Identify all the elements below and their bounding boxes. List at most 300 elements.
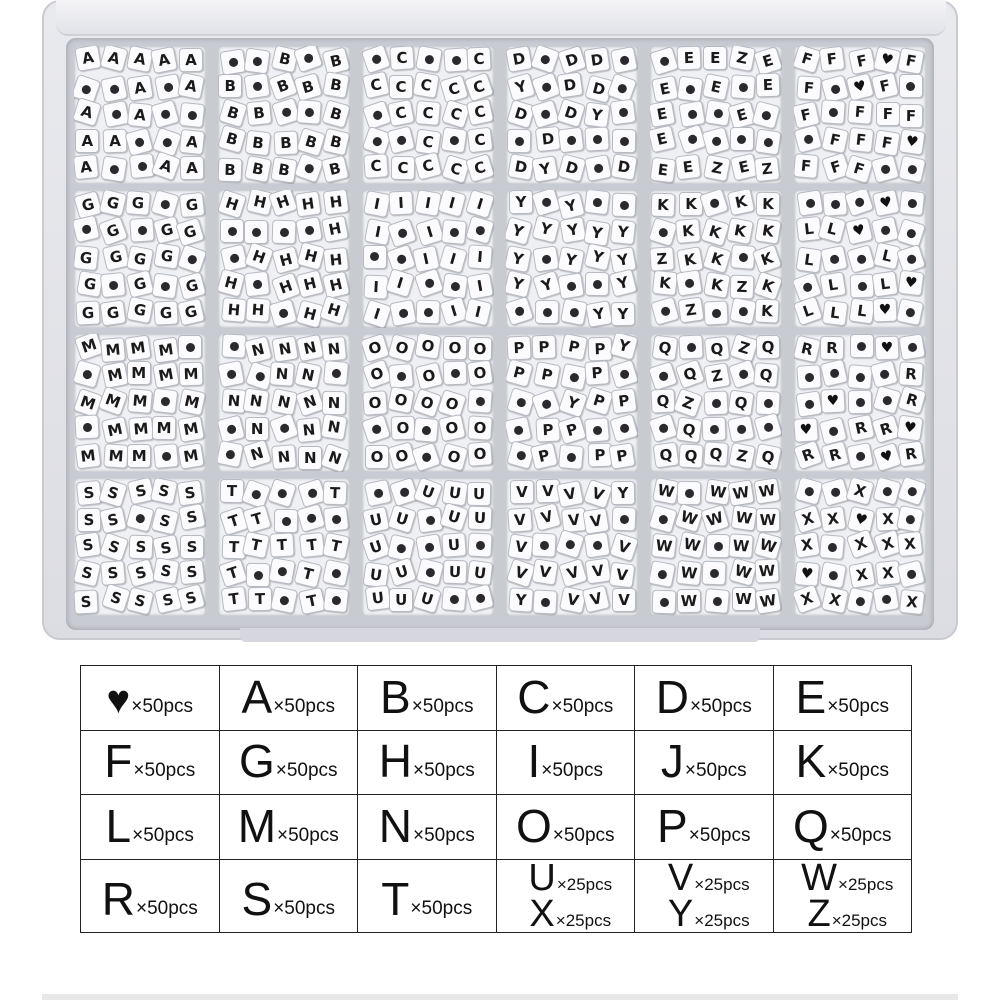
letter-bead: F xyxy=(794,153,819,179)
letter-bead: X xyxy=(875,506,900,531)
letter-bead: S xyxy=(152,557,180,585)
letter-bead: P xyxy=(560,334,588,361)
letter-bead: E xyxy=(677,46,702,70)
letter-bead: ♥ xyxy=(873,298,898,323)
letter-bead: C xyxy=(413,152,442,181)
letter-bead xyxy=(872,478,901,506)
letter-bead: S xyxy=(176,583,205,612)
letter-bead xyxy=(413,417,439,443)
letter-bead: K xyxy=(675,218,701,244)
letter-bead: V xyxy=(531,558,558,585)
quantity-cell xyxy=(773,730,912,795)
letter-bead: O xyxy=(387,442,417,472)
letter-bead: E xyxy=(756,73,781,98)
letter-bead: D xyxy=(535,126,561,152)
letter-bead: I xyxy=(363,190,391,218)
bead-compartment xyxy=(218,46,350,184)
letter-bead: O xyxy=(466,360,493,387)
letter-bead: Y xyxy=(506,245,532,273)
letter-bead: U xyxy=(362,561,389,588)
bead-compartment xyxy=(794,46,926,184)
bead-letter: M xyxy=(237,800,277,852)
letter-bead: U xyxy=(412,478,443,507)
bead-letter: U xyxy=(528,857,556,899)
letter-bead: F xyxy=(848,47,876,75)
letter-bead: W xyxy=(756,508,780,532)
letter-bead: T xyxy=(322,532,350,560)
letter-bead: R xyxy=(898,441,925,468)
letter-bead xyxy=(652,589,677,614)
letter-bead: V xyxy=(585,558,612,585)
letter-bead: V xyxy=(583,479,614,510)
letter-bead: S xyxy=(100,560,126,586)
letter-bead: M xyxy=(98,385,129,416)
letter-bead: W xyxy=(727,480,754,507)
letter-bead: S xyxy=(127,478,156,505)
letter-bead: K xyxy=(702,244,732,274)
letter-bead: S xyxy=(178,503,206,531)
letter-bead: X xyxy=(794,583,822,614)
letter-bead: A xyxy=(150,46,178,74)
letter-bead xyxy=(650,412,678,442)
letter-bead xyxy=(730,244,756,270)
letter-bead: K xyxy=(754,298,779,323)
letter-bead: M xyxy=(177,442,204,469)
bead-box-lid xyxy=(56,0,946,36)
letter-bead: Q xyxy=(652,334,679,361)
letter-bead: T xyxy=(298,587,326,615)
letter-bead: Y xyxy=(583,101,610,128)
letter-bead: B xyxy=(218,125,247,155)
letter-bead: S xyxy=(75,531,102,558)
letter-bead: I xyxy=(362,299,392,328)
bead-letter: W xyxy=(801,857,838,899)
bead-compartment xyxy=(506,334,638,472)
letter-bead: M xyxy=(152,362,180,390)
letter-bead: W xyxy=(754,587,781,614)
letter-bead: N xyxy=(221,388,247,414)
quantity-cell xyxy=(219,666,358,731)
letter-bead: Y xyxy=(506,269,532,298)
letter-bead: B xyxy=(245,129,272,156)
letter-bead: D xyxy=(507,154,535,182)
letter-bead xyxy=(442,272,469,299)
letter-bead: ♥ xyxy=(898,128,925,155)
quantity-cell xyxy=(773,795,912,860)
letter-bead: F xyxy=(871,72,900,101)
letter-bead xyxy=(362,46,391,75)
quantity-cell xyxy=(635,795,774,860)
letter-bead: U xyxy=(442,559,467,584)
letter-bead: W xyxy=(754,558,779,583)
letter-bead: Y xyxy=(557,246,585,274)
bead-quantity: ×50pcs xyxy=(689,695,752,717)
letter-bead: F xyxy=(821,152,851,182)
letter-bead xyxy=(699,190,729,218)
letter-bead xyxy=(848,390,872,414)
letter-bead: S xyxy=(99,532,130,563)
letter-bead: R xyxy=(821,441,850,470)
quantity-cell xyxy=(81,860,220,933)
letter-bead xyxy=(612,129,636,153)
letter-bead: V xyxy=(510,480,534,504)
letter-bead: Q xyxy=(728,390,755,417)
letter-bead: X xyxy=(846,529,877,560)
letter-bead: Q xyxy=(652,441,679,468)
letter-bead: X xyxy=(794,504,822,534)
letter-bead xyxy=(244,220,268,244)
bead-letter: X xyxy=(529,893,555,935)
bead-quantity: ×50pcs xyxy=(273,695,335,717)
letter-bead xyxy=(650,361,678,391)
letter-bead: A xyxy=(74,97,102,127)
bead-quantity: ×50pcs xyxy=(827,695,889,717)
letter-bead: A xyxy=(75,129,99,153)
letter-bead: B xyxy=(321,99,350,129)
letter-bead: C xyxy=(441,98,471,128)
letter-bead: U xyxy=(442,480,469,507)
letter-bead: G xyxy=(177,297,206,326)
letter-bead xyxy=(676,75,703,102)
letter-bead xyxy=(268,557,296,585)
letter-bead: P xyxy=(558,415,588,445)
letter-bead: W xyxy=(673,503,703,533)
letter-bead: R xyxy=(871,414,901,444)
letter-bead: G xyxy=(153,301,178,326)
letter-bead: T xyxy=(270,532,295,557)
letter-bead: N xyxy=(296,334,324,362)
letter-bead: H xyxy=(296,269,325,298)
bead-compartment xyxy=(650,334,782,472)
letter-bead xyxy=(898,155,926,183)
bead-compartment xyxy=(650,190,782,328)
letter-bead: Z xyxy=(729,334,759,363)
letter-bead: T xyxy=(322,481,347,506)
letter-bead xyxy=(218,360,245,388)
letter-bead xyxy=(535,300,559,324)
letter-bead: N xyxy=(271,336,298,363)
letter-bead xyxy=(465,215,494,245)
letter-bead: M xyxy=(74,388,103,419)
letter-bead: K xyxy=(726,190,754,217)
letter-bead xyxy=(678,101,706,129)
bead-quantity: ×25pcs xyxy=(694,875,750,894)
letter-bead: G xyxy=(75,301,100,326)
bead-letter: C xyxy=(517,670,551,723)
letter-bead: P xyxy=(587,442,612,467)
letter-bead: H xyxy=(270,271,301,302)
letter-bead: N xyxy=(243,387,270,414)
letter-bead xyxy=(415,558,444,587)
letter-bead: S xyxy=(74,559,102,588)
bead-quantity: ×50pcs xyxy=(132,825,194,846)
letter-bead: Y xyxy=(506,72,535,102)
letter-bead: N xyxy=(321,335,347,361)
letter-bead: N xyxy=(298,446,322,470)
letter-bead: C xyxy=(439,74,469,104)
letter-bead xyxy=(363,245,387,269)
letter-bead: I xyxy=(467,244,493,270)
letter-bead xyxy=(411,442,442,472)
bead-compartment xyxy=(506,190,638,328)
letter-bead xyxy=(268,298,297,327)
letter-bead: W xyxy=(730,504,757,531)
letter-bead: R xyxy=(898,361,924,387)
letter-bead xyxy=(870,215,899,244)
quantity-cell xyxy=(81,730,220,795)
letter-bead: P xyxy=(530,441,559,470)
letter-bead: D xyxy=(583,46,610,73)
letter-bead: W xyxy=(677,531,705,559)
bead-letter: J xyxy=(660,735,684,788)
letter-bead xyxy=(465,584,494,613)
letter-bead xyxy=(178,335,202,359)
letter-bead: V xyxy=(609,532,638,562)
bead-letter: N xyxy=(378,800,412,852)
letter-bead xyxy=(704,588,730,614)
letter-bead: I xyxy=(439,296,469,326)
letter-bead: I xyxy=(415,190,443,216)
letter-bead: U xyxy=(439,502,469,532)
letter-bead: N xyxy=(243,335,272,364)
letter-bead xyxy=(388,363,414,389)
letter-bead: W xyxy=(652,478,680,505)
letter-bead: H xyxy=(296,242,325,271)
letter-bead: B xyxy=(321,47,350,76)
letter-bead: S xyxy=(180,535,204,559)
letter-bead: W xyxy=(753,531,782,560)
letter-bead: U xyxy=(362,531,391,562)
letter-bead xyxy=(100,155,127,182)
letter-bead: Y xyxy=(508,587,534,613)
quantity-cell xyxy=(81,666,220,731)
bead-compartment xyxy=(794,478,926,616)
bead-compartment xyxy=(794,334,926,472)
letter-bead: D xyxy=(610,153,637,180)
bead-compartment xyxy=(362,190,494,328)
letter-bead: V xyxy=(582,585,611,614)
letter-bead xyxy=(243,47,270,74)
letter-bead: K xyxy=(652,270,678,296)
bottom-divider xyxy=(42,994,958,1000)
letter-bead xyxy=(178,102,204,128)
letter-bead xyxy=(153,443,179,469)
letter-bead xyxy=(129,153,155,179)
letter-bead xyxy=(416,300,441,325)
letter-bead xyxy=(844,190,875,217)
letter-bead: N xyxy=(296,417,322,443)
letter-bead: F xyxy=(898,103,922,127)
letter-bead xyxy=(560,298,588,326)
letter-bead: O xyxy=(438,414,466,442)
letter-bead: O xyxy=(467,441,493,467)
letter-bead: H xyxy=(218,190,247,219)
letter-bead: C xyxy=(464,71,494,102)
letter-bead: H xyxy=(319,295,349,325)
letter-bead: G xyxy=(126,270,155,299)
letter-bead: N xyxy=(269,361,295,387)
letter-bead: X xyxy=(872,529,902,559)
letter-bead xyxy=(219,48,246,75)
letter-bead: O xyxy=(415,362,444,391)
letter-bead: M xyxy=(128,416,154,442)
letter-bead: S xyxy=(178,558,204,584)
bead-letter: O xyxy=(515,800,552,852)
letter-bead: Z xyxy=(728,46,756,72)
letter-bead xyxy=(754,128,781,155)
letter-bead: I xyxy=(465,190,494,219)
letter-bead: O xyxy=(387,386,415,414)
bead-quantity: ×50pcs xyxy=(135,898,198,919)
letter-bead: V xyxy=(507,507,533,533)
quantity-cell xyxy=(773,666,912,731)
letter-bead: N xyxy=(319,442,350,472)
letter-bead: Z xyxy=(730,274,755,299)
letter-bead: C xyxy=(441,154,471,184)
letter-bead xyxy=(530,46,561,75)
letter-bead: F xyxy=(847,100,873,126)
letter-bead: P xyxy=(535,418,560,443)
letter-bead: L xyxy=(795,246,822,273)
letter-bead xyxy=(896,218,926,248)
letter-bead: G xyxy=(177,271,206,300)
letter-bead: R xyxy=(794,334,822,363)
letter-bead: B xyxy=(218,98,248,128)
letter-bead: ♥ xyxy=(844,217,873,246)
letter-bead: F xyxy=(794,46,822,74)
letter-bead: F xyxy=(819,46,846,73)
letter-bead: U xyxy=(467,559,494,586)
letter-bead: S xyxy=(177,479,204,506)
letter-bead: S xyxy=(128,535,153,560)
letter-bead: G xyxy=(179,192,205,218)
letter-bead: G xyxy=(126,296,154,324)
letter-bead: Q xyxy=(675,417,702,444)
letter-bead: M xyxy=(101,416,129,444)
letter-bead: F xyxy=(876,102,900,126)
letter-bead: W xyxy=(728,534,754,560)
bead-compartment xyxy=(74,46,206,184)
letter-bead: B xyxy=(218,157,243,182)
letter-bead xyxy=(819,359,848,388)
bead-letter: L xyxy=(105,800,132,852)
letter-bead: V xyxy=(559,585,587,613)
letter-bead: H xyxy=(323,190,350,216)
quantity-cell xyxy=(219,730,358,795)
bead-quantity: ×25pcs xyxy=(831,911,887,930)
letter-bead: W xyxy=(704,478,731,505)
letter-bead: A xyxy=(74,154,99,180)
letter-bead: Q xyxy=(704,336,730,362)
letter-bead: K xyxy=(651,192,676,217)
quantity-cell xyxy=(358,730,497,795)
bead-quantity: ×50pcs xyxy=(541,760,604,782)
bead-letter: Y xyxy=(667,893,694,935)
letter-bead xyxy=(609,359,638,389)
letter-bead: I xyxy=(363,218,391,246)
letter-bead xyxy=(270,586,298,614)
letter-bead: K xyxy=(676,246,704,274)
letter-bead xyxy=(849,273,874,298)
letter-bead: K xyxy=(679,192,703,216)
letter-bead xyxy=(820,245,848,273)
letter-bead: P xyxy=(533,361,561,389)
letter-bead: G xyxy=(76,270,104,298)
letter-bead: Y xyxy=(506,216,533,246)
letter-bead xyxy=(467,532,492,557)
letter-bead: H xyxy=(322,271,350,300)
letter-bead: P xyxy=(587,336,612,361)
letter-bead: O xyxy=(388,334,417,363)
letter-bead: B xyxy=(271,46,300,73)
letter-bead: E xyxy=(701,72,729,100)
letter-bead: ♥ xyxy=(896,414,923,441)
letter-bead: V xyxy=(561,507,587,533)
bead-compartment xyxy=(650,46,782,184)
letter-bead: T xyxy=(220,585,247,612)
letter-bead xyxy=(753,412,782,442)
letter-bead: H xyxy=(320,215,348,243)
letter-bead: G xyxy=(175,217,205,247)
letter-bead: P xyxy=(584,361,610,387)
letter-bead xyxy=(705,533,729,557)
letter-bead: X xyxy=(820,586,848,614)
letter-bead: U xyxy=(389,588,413,612)
letter-bead: K xyxy=(751,244,782,275)
quantity-cell xyxy=(358,795,497,860)
letter-bead: E xyxy=(729,153,758,182)
letter-bead: P xyxy=(608,443,635,470)
letter-bead xyxy=(610,46,638,74)
letter-bead: B xyxy=(267,70,298,101)
bead-letter: E xyxy=(795,670,827,723)
letter-bead xyxy=(152,272,179,299)
letter-bead: I xyxy=(415,217,445,247)
letter-bead: ♥ xyxy=(872,46,901,75)
letter-bead: ♥ xyxy=(872,442,902,472)
letter-bead: H xyxy=(244,242,275,273)
letter-bead xyxy=(612,193,637,218)
letter-bead: U xyxy=(387,557,417,587)
letter-bead: P xyxy=(506,335,531,360)
quantity-cell xyxy=(773,857,912,935)
letter-bead xyxy=(387,126,416,155)
letter-bead: M xyxy=(178,388,206,416)
bead-letter: B xyxy=(380,670,411,723)
letter-bead xyxy=(730,127,754,151)
bead-compartment xyxy=(794,190,926,328)
letter-bead: ♥ xyxy=(821,388,846,413)
letter-bead xyxy=(268,413,299,444)
letter-bead: A xyxy=(103,128,128,153)
letter-bead xyxy=(506,416,532,444)
letter-bead xyxy=(100,75,128,103)
letter-bead xyxy=(819,561,847,589)
bead-letter: V xyxy=(667,857,694,899)
letter-bead xyxy=(101,100,129,128)
letter-bead: B xyxy=(322,127,350,156)
letter-bead: K xyxy=(703,272,731,300)
letter-bead: V xyxy=(535,478,560,503)
letter-bead: G xyxy=(153,243,180,270)
quantity-cell xyxy=(635,666,774,731)
bead-quantity: ×50pcs xyxy=(131,695,194,717)
letter-bead xyxy=(531,190,561,217)
bead-compartment xyxy=(506,478,638,616)
letter-bead: M xyxy=(74,443,101,470)
letter-bead: Q xyxy=(679,443,704,468)
letter-bead xyxy=(244,72,271,99)
